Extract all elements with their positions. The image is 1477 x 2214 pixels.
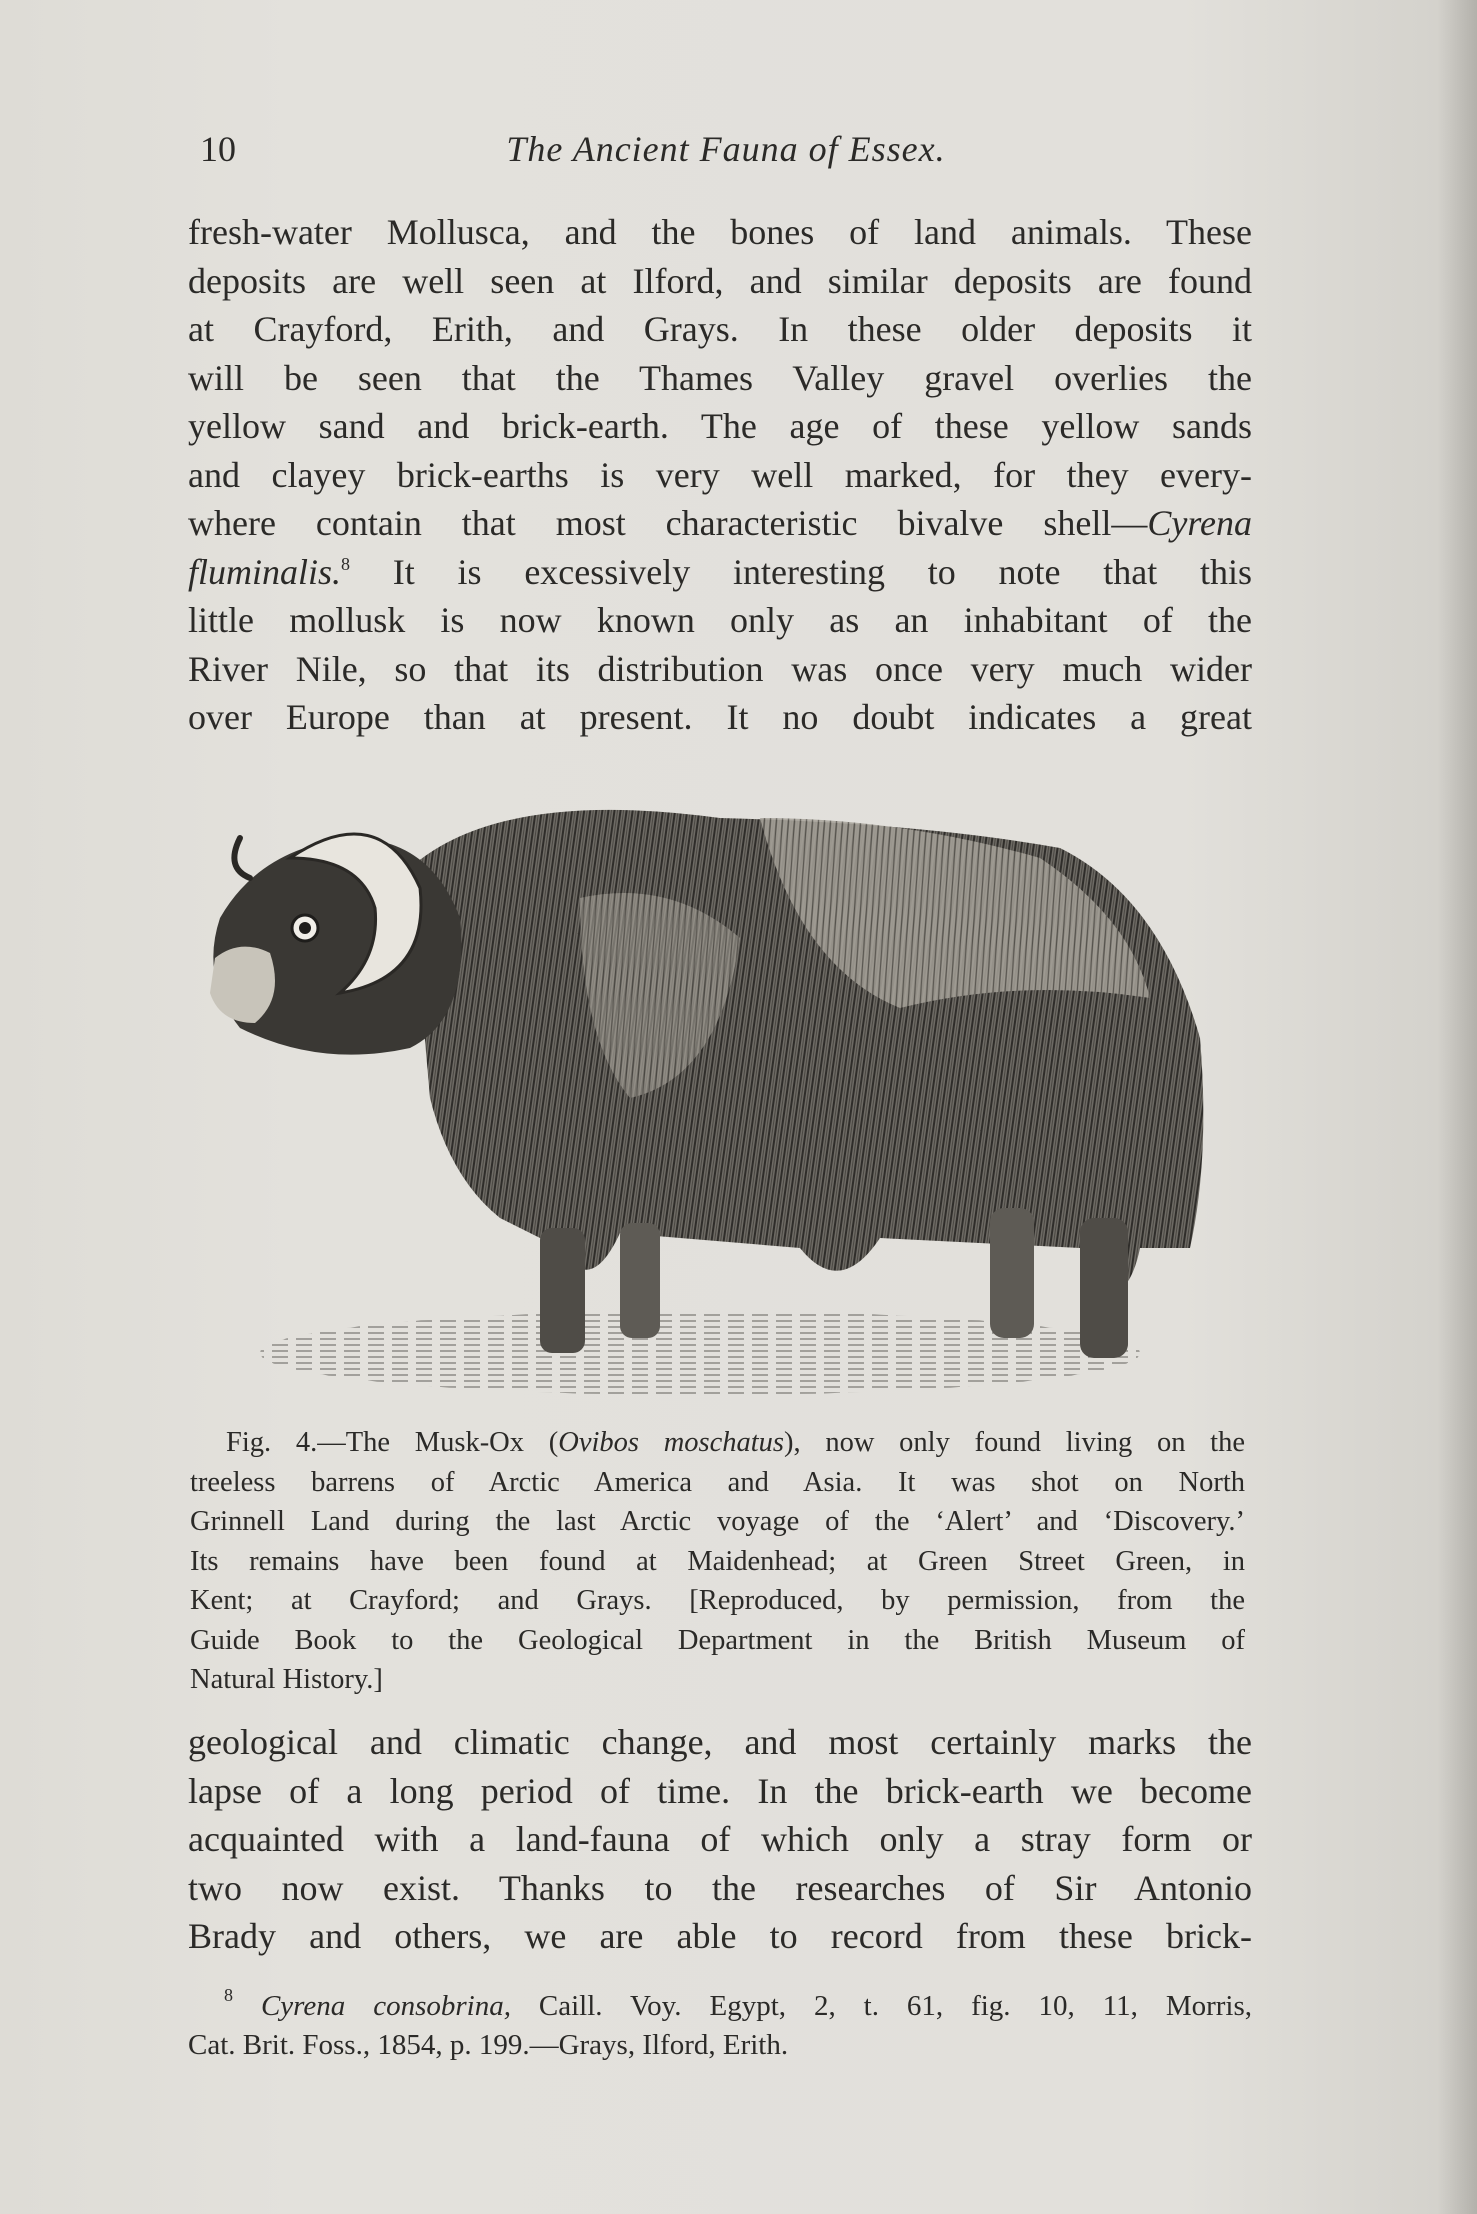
text-line: will be seen that the Thames Valley gravel overlies the [188, 357, 1252, 398]
text-line: lapse of a long period of time. In the brick-earth we become [188, 1770, 1252, 1811]
caption-segment: ), now only found living on the [784, 1427, 1246, 1458]
text-line [188, 499, 1252, 548]
footnote-line [188, 1987, 1252, 2026]
top-paragraph [188, 208, 1252, 742]
text-line: Brady and others, we are able to record from these brick- [188, 1916, 1252, 1956]
text-segment: where contain that most characteristic bivalve shell— [188, 503, 1148, 543]
text-line: River Nile, so that its distribution was once very much wider [188, 648, 1252, 689]
caption-species: Ovibos moschatus [558, 1427, 785, 1458]
caption-segment: Fig. 4.—The Musk-Ox ( [226, 1427, 559, 1458]
caption-line: Guide Book to the Geological Department in the British Museum of [190, 1624, 1245, 1656]
text-line: geological and climatic change, and most certainly marks the [188, 1722, 1252, 1762]
running-title: The Ancient Fauna of Essex. [506, 129, 946, 169]
text-line [188, 548, 1252, 597]
caption-line: Grinnell Land during the last Arctic voyage of the ‘Alert’ and ‘Discovery.’ [190, 1506, 1245, 1537]
footnote-line: Cat. Brit. Foss., 1854, p. 199.—Grays, Ilford, Erith. [188, 2029, 789, 2061]
musk-ox-figure [200, 778, 1240, 1418]
page-edge-shadow [1437, 0, 1477, 2214]
footnote-segment: Caill. Voy. Egypt, 2, t. 61, fig. 10, 11, Morris, [510, 1990, 1253, 2022]
caption-line: Its remains have been found at Maidenhead; at Green Street Green, in [190, 1545, 1245, 1577]
musk-ox-engraving-icon [200, 778, 1240, 1418]
text-line: at Crayford, Erith, and Grays. In these older deposits it [188, 309, 1252, 349]
text-line: yellow sand and brick-earth. The age of these yellow sands [188, 406, 1252, 446]
caption-line [190, 1423, 1245, 1463]
text-line: little mollusk is now known only as an inhabitant of the [188, 600, 1252, 640]
text-line: fresh-water Mollusca, and the bones of land animals. These [188, 212, 1252, 252]
footnote-marker: 8 [224, 1985, 233, 2005]
text-line: acquainted with a land-fauna of which only a stray form or [188, 1819, 1252, 1859]
figure-caption [190, 1423, 1245, 1700]
text-line: two now exist. Thanks to the researches of Sir Antonio [188, 1867, 1252, 1908]
footnote-species: Cyrena consobrina, [260, 1990, 511, 2022]
species-name: fluminalis. [188, 551, 342, 592]
footnote [188, 1987, 1252, 2065]
caption-line: Kent; at Crayford; and Grays. [Reproduced, by permission, from the [190, 1585, 1245, 1616]
text-line: and clayey brick-earths is very well marked, for they every- [188, 454, 1252, 495]
caption-line: treeless barrens of Arctic America and Asia. It was shot on North [190, 1466, 1245, 1498]
footnote-reference: 8 [341, 553, 351, 574]
page-number: 10 [200, 129, 236, 169]
text-line: deposits are well seen at Ilford, and similar deposits are found [188, 260, 1252, 301]
caption-line: Natural History.] [190, 1664, 383, 1695]
bottom-paragraph [188, 1718, 1252, 1961]
page-header [200, 128, 1252, 168]
text-segment: It is excessively interesting to note that this [350, 551, 1252, 592]
text-line: over Europe than at present. It no doubt indicates a great [188, 697, 1252, 737]
species-name: Cyrena [1147, 503, 1252, 543]
